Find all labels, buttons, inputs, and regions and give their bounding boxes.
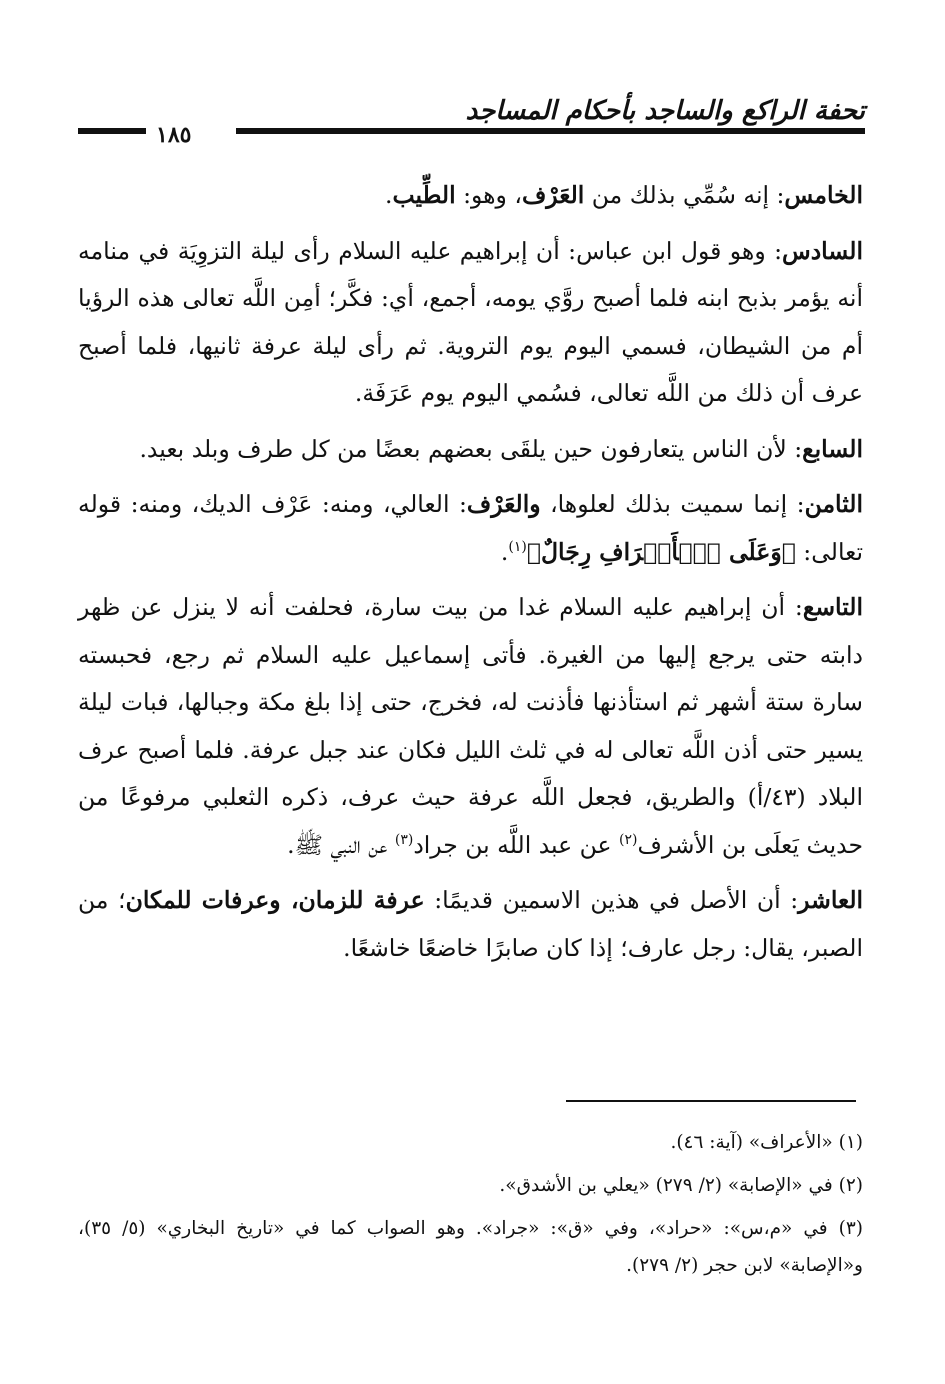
text-segment: : أن الأصل في هذين الاسمين قديمًا: bbox=[424, 886, 799, 914]
footnote-ref[interactable]: (١) bbox=[508, 538, 527, 555]
text-segment: : لأن الناس يتعارفون حين يلقَى بعضهم بعضًا من كل طرف وبلد بعيد. bbox=[139, 434, 803, 463]
text-segment: : إنما سميت بذلك لعلوها، bbox=[540, 490, 805, 518]
footnote-3: (٣) في «م،س»: «حراد»، وفي «ق»: «جراد». وهو الصواب كما في «تاريخ البخاري» (٥/ ٣٥)، و«الإصابة» لابن حجر (٢/ ٢٧٩). bbox=[78, 1218, 863, 1276]
running-header bbox=[78, 96, 865, 156]
header-rule bbox=[236, 128, 865, 134]
text-segment: : وهو قول ابن عباس: أن إبراهيم عليه السلام رأى ليلة التزوِيَة في منامه أنه يؤمر بذبح ابنه فلما أصبح روَّي يومه، أجمع، أي: فكَّر؛ أمِن اللَّه تعالى هذه الرؤيا أم من الشيطان، فسمي اليوم يوم التروية. ثم رأى ليلة عرفة ثانيها، فلما أصبح عرف أن ذلك من اللَّه تعالى، فسُمي اليوم يوم عَرَفَة. bbox=[78, 236, 863, 407]
paragraph bbox=[78, 584, 863, 869]
header-rule-left bbox=[78, 128, 146, 134]
paragraph-lead: الخامس bbox=[784, 181, 863, 209]
text-segment: . bbox=[384, 181, 393, 209]
bold-term: العَرْف bbox=[521, 181, 585, 209]
bold-term: الطِّيب bbox=[392, 181, 456, 209]
bold-term: عرفة للزمان، وعرفات للمكان bbox=[125, 886, 425, 914]
footnote-separator bbox=[566, 1100, 856, 1102]
text-segment: . bbox=[500, 537, 509, 566]
footnote-1: (١) «الأعراف» (آية: ٤٦). bbox=[670, 1132, 863, 1153]
paragraph-lead: التاسع bbox=[802, 593, 863, 621]
page-number: ١٨٥ bbox=[156, 122, 192, 148]
footnotes bbox=[78, 1124, 863, 1290]
footnote-ref[interactable]: (٢) bbox=[619, 831, 638, 848]
text-segment: : أن إبراهيم عليه السلام غدا من بيت سارة، فحلفت أنه لا ينزل عن ظهر دابته حتى يرجع إليها من الغيرة. فأتى إسماعيل عليه السلام ثم رجع، فحبسته سارة ستة أشهر ثم استأذنها فأذنت له، فخرج، حتى إذا بلغ مكة وجبالها، فبات ليلة يسير حتى أذن اللَّه تعالى له في ثلث الليل فكان عند جبل عرفة. فلما أصبح عرف البلاد (٤٣/أ) والطريق، فجعل اللَّه عرفة حيث عرف، ذكره الثعلبي مرفوعًا من حديث يَعلَى بن الأشرف bbox=[78, 593, 864, 859]
text-segment: عن النبي ﷺ. bbox=[287, 830, 395, 859]
main-text bbox=[78, 172, 863, 980]
bold-term: والعَرْف bbox=[466, 490, 541, 518]
paragraph bbox=[78, 426, 863, 474]
quran-verse: ﴿وَعَلَى ٱلۡأَعۡرَافِ رِجَالٌ﴾ bbox=[526, 537, 796, 566]
text-segment: : إنه سُمِّي بذلك من bbox=[584, 181, 785, 209]
paragraph bbox=[78, 172, 863, 220]
paragraph-lead: الثامن bbox=[804, 490, 863, 518]
text-segment: ؛ من الصبر، يقال: رجل عارف؛ إذا كان صابرًا خاضعًا خاشعًا. bbox=[78, 886, 863, 962]
text-segment: عن عبد اللَّه بن جراد bbox=[413, 830, 620, 859]
paragraph bbox=[78, 877, 863, 972]
book-title: تحفة الراكع والساجد بأحكام المساجد bbox=[465, 96, 865, 126]
paragraph-lead: السادس bbox=[782, 236, 863, 265]
paragraph bbox=[78, 228, 863, 418]
text-segment: ، وهو: bbox=[455, 181, 522, 209]
footnote-2: (٢) في «الإصابة» (٢/ ٢٧٩) «يعلي بن الأشدق». bbox=[499, 1175, 863, 1196]
paragraph-lead: العاشر bbox=[798, 886, 864, 914]
text-segment: : العالي، ومنه: عَرْف الديك، ومنه: قوله تعالى: bbox=[78, 490, 863, 566]
footnote-ref[interactable]: (٣) bbox=[394, 831, 414, 848]
paragraph bbox=[78, 481, 863, 576]
paragraph-lead: السابع bbox=[802, 434, 863, 463]
